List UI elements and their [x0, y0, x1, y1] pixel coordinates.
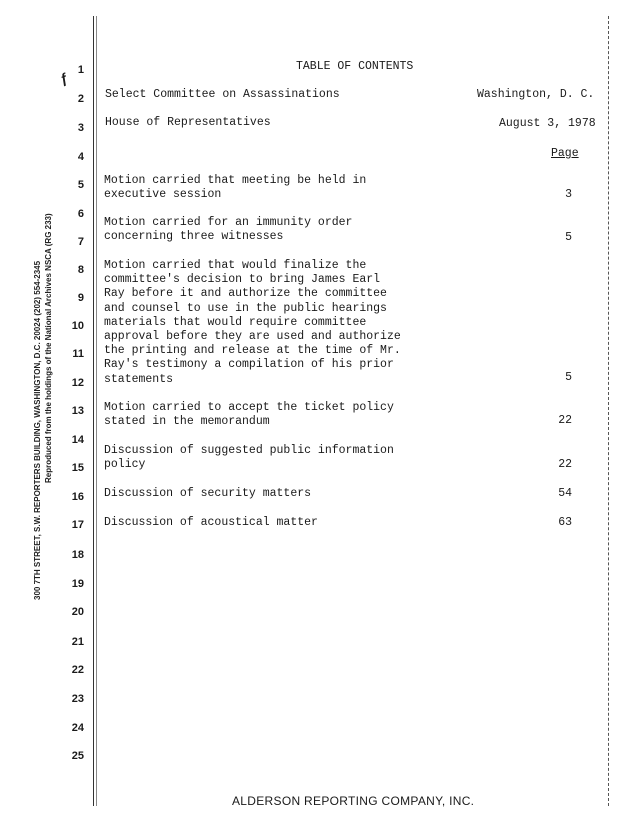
- line-number: 16: [71, 491, 84, 503]
- line-number: 12: [71, 377, 84, 389]
- line-number: 9: [77, 292, 84, 304]
- line-number: 17: [71, 519, 84, 531]
- contents-entry-page: 5: [565, 231, 572, 244]
- line-number: 11: [72, 348, 84, 360]
- contents-entry-page: 3: [565, 188, 572, 201]
- contents-entry-text: Discussion of suggested public information policy: [104, 444, 394, 472]
- contents-entry-text: Motion carried to accept the ticket policy stated in the memorandum: [104, 401, 394, 429]
- house-name: House of Representatives: [105, 116, 271, 129]
- archives-stamp: Reproduced from the holdings of the National Archives NSCA (RG 233): [44, 213, 53, 483]
- page-column-header: Page: [551, 147, 579, 160]
- line-number: 7: [77, 236, 84, 248]
- line-number: 19: [71, 578, 84, 590]
- line-number: 5: [77, 179, 84, 191]
- contents-entry-page: 63: [558, 516, 572, 529]
- line-number: 8: [77, 264, 84, 276]
- page-title: TABLE OF CONTENTS: [296, 60, 414, 73]
- reporter-address: 300 7TH STREET, S.W. REPORTERS BUILDING, WASHINGTON, D.C. 20024 (202) 554-2345: [33, 260, 42, 600]
- line-number: 18: [71, 549, 84, 561]
- line-number: 23: [71, 693, 84, 705]
- line-number: 10: [71, 320, 84, 332]
- contents-entry-text: Motion carried that meeting be held in executive session: [104, 174, 367, 202]
- line-number: 13: [71, 405, 84, 417]
- contents-entry-page: 5: [565, 371, 572, 384]
- line-number: 24: [71, 722, 84, 734]
- line-number: 22: [71, 664, 84, 676]
- right-margin-line: [608, 16, 609, 806]
- contents-entry-page: 54: [558, 487, 572, 500]
- left-margin-line-inner: [96, 16, 97, 806]
- reporting-company-footer: ALDERSON REPORTING COMPANY, INC.: [232, 794, 475, 808]
- line-number: 20: [71, 606, 84, 618]
- line-number: 4: [77, 151, 84, 163]
- hearing-date: August 3, 1978: [499, 117, 596, 130]
- contents-entry-page: 22: [558, 458, 572, 471]
- line-number: 2: [77, 93, 84, 105]
- line-number: 15: [71, 462, 84, 474]
- line-number: 3: [77, 122, 84, 134]
- contents-entry-text: Motion carried for an immunity order concerning three witnesses: [104, 216, 353, 244]
- left-margin-line: [93, 16, 94, 806]
- line-number: 25: [71, 750, 84, 762]
- contents-entry-text: Motion carried that would finalize the committee's decision to bring James Earl Ray before it and authorize the committee and counsel to use in the public hearings materials that would require committee approval before they are used and authorize the printing and release at the time of Mr. Ray's testimony a compilation of his prior statements: [104, 259, 401, 386]
- handwritten-mark: ƒ: [57, 69, 71, 87]
- line-number: 14: [71, 434, 84, 446]
- line-number: 1: [77, 64, 84, 76]
- contents-entry-text: Discussion of security matters: [104, 487, 312, 500]
- contents-entry-page: 22: [558, 414, 572, 427]
- line-number: 21: [71, 636, 84, 648]
- location: Washington, D. C.: [477, 88, 595, 101]
- line-number: 6: [77, 208, 84, 220]
- committee-name: Select Committee on Assassinations: [105, 88, 340, 101]
- contents-entry-text: Discussion of acoustical matter: [104, 516, 318, 529]
